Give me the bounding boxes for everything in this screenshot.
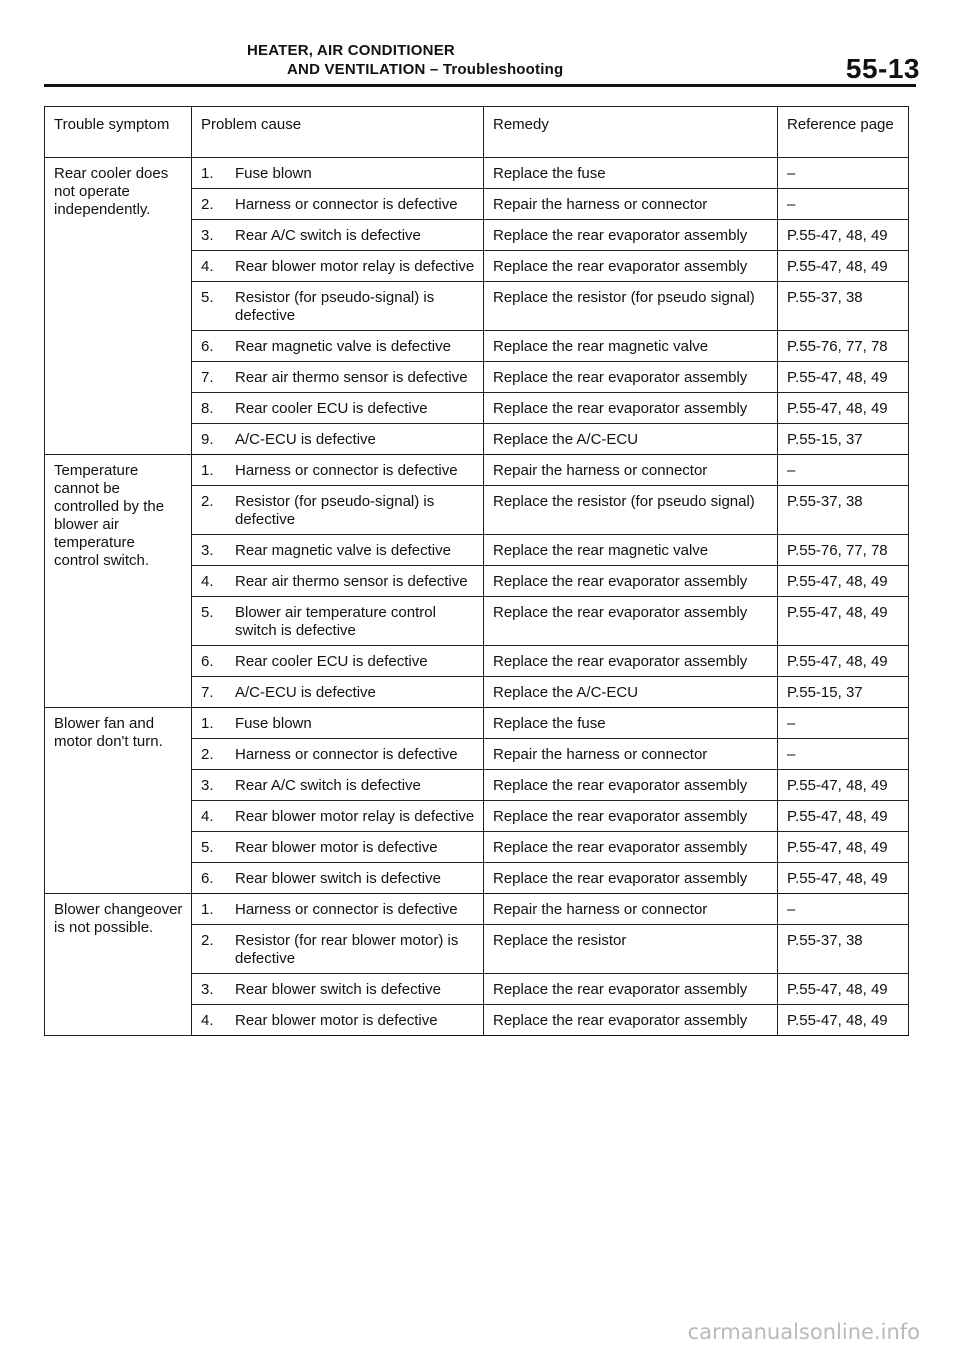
problem-cause-cell (192, 863, 484, 894)
watermark: carmanualsonline.info (687, 1320, 920, 1344)
cause-text: Harness or connector is defective (235, 746, 458, 763)
remedy-cell: Replace the rear evaporator assembly (484, 362, 778, 393)
reference-page-cell: – (778, 708, 909, 739)
problem-cause-cell (192, 974, 484, 1005)
cause-text: Rear blower motor is defective (235, 839, 438, 856)
remedy-cell: Replace the rear evaporator assembly (484, 251, 778, 282)
column-header-reference: Reference page (778, 107, 909, 158)
cause-number: 3. (201, 981, 214, 998)
cause-number: 5. (201, 289, 214, 306)
cause-text: Rear blower switch is defective (235, 870, 441, 887)
cause-text: Harness or connector is defective (235, 462, 458, 479)
reference-page-cell: P.55-47, 48, 49 (778, 251, 909, 282)
remedy-cell: Replace the A/C-ECU (484, 677, 778, 708)
trouble-symptom-cell: Blower fan and motor don't turn. (45, 708, 192, 894)
reference-page-cell: P.55-47, 48, 49 (778, 770, 909, 801)
reference-page-cell: P.55-47, 48, 49 (778, 597, 909, 646)
cause-number: 2. (201, 746, 214, 763)
cause-number: 2. (201, 196, 214, 213)
reference-page-cell: P.55-15, 37 (778, 677, 909, 708)
cause-text: Rear blower switch is defective (235, 981, 441, 998)
cause-number: 6. (201, 653, 214, 670)
trouble-symptom-cell: Rear cooler does not operate independently. (45, 158, 192, 455)
problem-cause-cell (192, 770, 484, 801)
cause-number: 9. (201, 431, 214, 448)
problem-cause-cell (192, 220, 484, 251)
reference-page-cell: P.55-37, 38 (778, 282, 909, 331)
reference-page-cell: P.55-37, 38 (778, 925, 909, 974)
table-row (45, 894, 909, 925)
cause-text: Rear air thermo sensor is defective (235, 573, 468, 590)
table-row (45, 455, 909, 486)
table-row (45, 708, 909, 739)
cause-number: 5. (201, 604, 214, 621)
remedy-cell: Replace the rear magnetic valve (484, 331, 778, 362)
cause-number: 5. (201, 839, 214, 856)
problem-cause-cell (192, 282, 484, 331)
reference-page-cell: – (778, 739, 909, 770)
problem-cause-cell (192, 894, 484, 925)
reference-page-cell: P.55-47, 48, 49 (778, 362, 909, 393)
problem-cause-cell (192, 566, 484, 597)
table-body (45, 158, 909, 1036)
cause-text: Harness or connector is defective (235, 901, 458, 918)
table-header-row (45, 107, 909, 158)
remedy-cell: Repair the harness or connector (484, 455, 778, 486)
problem-cause-cell (192, 331, 484, 362)
cause-text: Rear magnetic valve is defective (235, 338, 451, 355)
cause-text: Rear cooler ECU is defective (235, 653, 428, 670)
cause-text: Fuse blown (235, 165, 312, 182)
reference-page-cell: – (778, 455, 909, 486)
remedy-cell: Replace the rear evaporator assembly (484, 646, 778, 677)
cause-text: Rear blower motor is defective (235, 1012, 438, 1029)
page-number: 55-13 (845, 53, 920, 84)
remedy-cell: Replace the A/C-ECU (484, 424, 778, 455)
reference-page-cell: P.55-47, 48, 49 (778, 646, 909, 677)
cause-text: A/C-ECU is defective (235, 431, 376, 448)
cause-number: 8. (201, 400, 214, 417)
remedy-cell: Replace the rear evaporator assembly (484, 393, 778, 424)
problem-cause-cell (192, 393, 484, 424)
problem-cause-cell (192, 925, 484, 974)
reference-page-cell: – (778, 894, 909, 925)
cause-number: 3. (201, 227, 214, 244)
cause-text: Resistor (for pseudo-signal) is defective (235, 493, 435, 528)
reference-page-cell: P.55-47, 48, 49 (778, 220, 909, 251)
cause-number: 3. (201, 542, 214, 559)
reference-page-cell: P.55-47, 48, 49 (778, 832, 909, 863)
remedy-cell: Replace the fuse (484, 708, 778, 739)
problem-cause-cell (192, 424, 484, 455)
cause-text: Rear A/C switch is defective (235, 777, 421, 794)
trouble-symptom-cell: Temperature cannot be controlled by the blower air temperature control switch. (45, 455, 192, 708)
remedy-cell: Replace the resistor (484, 925, 778, 974)
page-header (0, 0, 960, 92)
reference-page-cell: P.55-76, 77, 78 (778, 535, 909, 566)
cause-number: 7. (201, 369, 214, 386)
trouble-symptom-cell: Blower changeover is not possible. (45, 894, 192, 1036)
problem-cause-cell (192, 646, 484, 677)
remedy-cell: Repair the harness or connector (484, 739, 778, 770)
cause-text: Rear blower motor relay is defective (235, 808, 475, 825)
cause-number: 3. (201, 777, 214, 794)
troubleshooting-table (44, 106, 909, 1036)
cause-number: 1. (201, 462, 214, 479)
cause-number: 2. (201, 493, 214, 510)
problem-cause-cell (192, 362, 484, 393)
remedy-cell: Replace the rear evaporator assembly (484, 863, 778, 894)
cause-number: 4. (201, 1012, 214, 1029)
reference-page-cell: P.55-47, 48, 49 (778, 393, 909, 424)
problem-cause-cell (192, 486, 484, 535)
header-rule (44, 84, 916, 87)
remedy-cell: Replace the rear evaporator assembly (484, 1005, 778, 1036)
header-title-line2: AND VENTILATION – Troubleshooting (287, 61, 564, 78)
remedy-cell: Replace the fuse (484, 158, 778, 189)
remedy-cell: Replace the rear magnetic valve (484, 535, 778, 566)
cause-text: Rear air thermo sensor is defective (235, 369, 468, 386)
cause-number: 4. (201, 258, 214, 275)
cause-number: 2. (201, 932, 214, 949)
column-header-cause: Problem cause (192, 107, 484, 158)
reference-page-cell: P.55-76, 77, 78 (778, 331, 909, 362)
table-row (45, 158, 909, 189)
problem-cause-cell (192, 801, 484, 832)
column-header-remedy: Remedy (484, 107, 778, 158)
reference-page-cell: P.55-47, 48, 49 (778, 1005, 909, 1036)
cause-number: 6. (201, 870, 214, 887)
problem-cause-cell (192, 677, 484, 708)
cause-text: Rear cooler ECU is defective (235, 400, 428, 417)
reference-page-cell: P.55-47, 48, 49 (778, 863, 909, 894)
reference-page-cell: P.55-47, 48, 49 (778, 974, 909, 1005)
remedy-cell: Repair the harness or connector (484, 894, 778, 925)
problem-cause-cell (192, 251, 484, 282)
cause-number: 4. (201, 808, 214, 825)
remedy-cell: Replace the rear evaporator assembly (484, 220, 778, 251)
problem-cause-cell (192, 832, 484, 863)
reference-page-cell: P.55-47, 48, 49 (778, 566, 909, 597)
cause-number: 4. (201, 573, 214, 590)
remedy-cell: Replace the rear evaporator assembly (484, 770, 778, 801)
header-title-line1: HEATER, AIR CONDITIONER (247, 42, 455, 59)
problem-cause-cell (192, 455, 484, 486)
remedy-cell: Replace the resistor (for pseudo signal) (484, 282, 778, 331)
remedy-cell: Replace the rear evaporator assembly (484, 566, 778, 597)
problem-cause-cell (192, 189, 484, 220)
remedy-cell: Replace the rear evaporator assembly (484, 832, 778, 863)
reference-page-cell: P.55-47, 48, 49 (778, 801, 909, 832)
cause-text: Harness or connector is defective (235, 196, 458, 213)
problem-cause-cell (192, 739, 484, 770)
reference-page-cell: P.55-15, 37 (778, 424, 909, 455)
cause-text: Fuse blown (235, 715, 312, 732)
problem-cause-cell (192, 708, 484, 739)
remedy-cell: Replace the resistor (for pseudo signal) (484, 486, 778, 535)
remedy-cell: Repair the harness or connector (484, 189, 778, 220)
cause-number: 1. (201, 165, 214, 182)
reference-page-cell: – (778, 158, 909, 189)
column-header-symptom: Trouble symptom (45, 107, 192, 158)
problem-cause-cell (192, 597, 484, 646)
remedy-cell: Replace the rear evaporator assembly (484, 801, 778, 832)
reference-page-cell: – (778, 189, 909, 220)
cause-number: 6. (201, 338, 214, 355)
remedy-cell: Replace the rear evaporator assembly (484, 974, 778, 1005)
cause-text: Rear magnetic valve is defective (235, 542, 451, 559)
cause-number: 7. (201, 684, 214, 701)
cause-number: 1. (201, 715, 214, 732)
cause-text: Rear blower motor relay is defective (235, 258, 475, 275)
problem-cause-cell (192, 1005, 484, 1036)
cause-text: Resistor (for rear blower motor) is defective (235, 932, 459, 967)
problem-cause-cell (192, 535, 484, 566)
cause-text: Rear A/C switch is defective (235, 227, 421, 244)
cause-number: 1. (201, 901, 214, 918)
remedy-cell: Replace the rear evaporator assembly (484, 597, 778, 646)
reference-page-cell: P.55-37, 38 (778, 486, 909, 535)
problem-cause-cell (192, 158, 484, 189)
cause-text: A/C-ECU is defective (235, 684, 376, 701)
cause-text: Resistor (for pseudo-signal) is defective (235, 289, 435, 324)
cause-text: Blower air temperature control switch is defective (235, 604, 436, 639)
